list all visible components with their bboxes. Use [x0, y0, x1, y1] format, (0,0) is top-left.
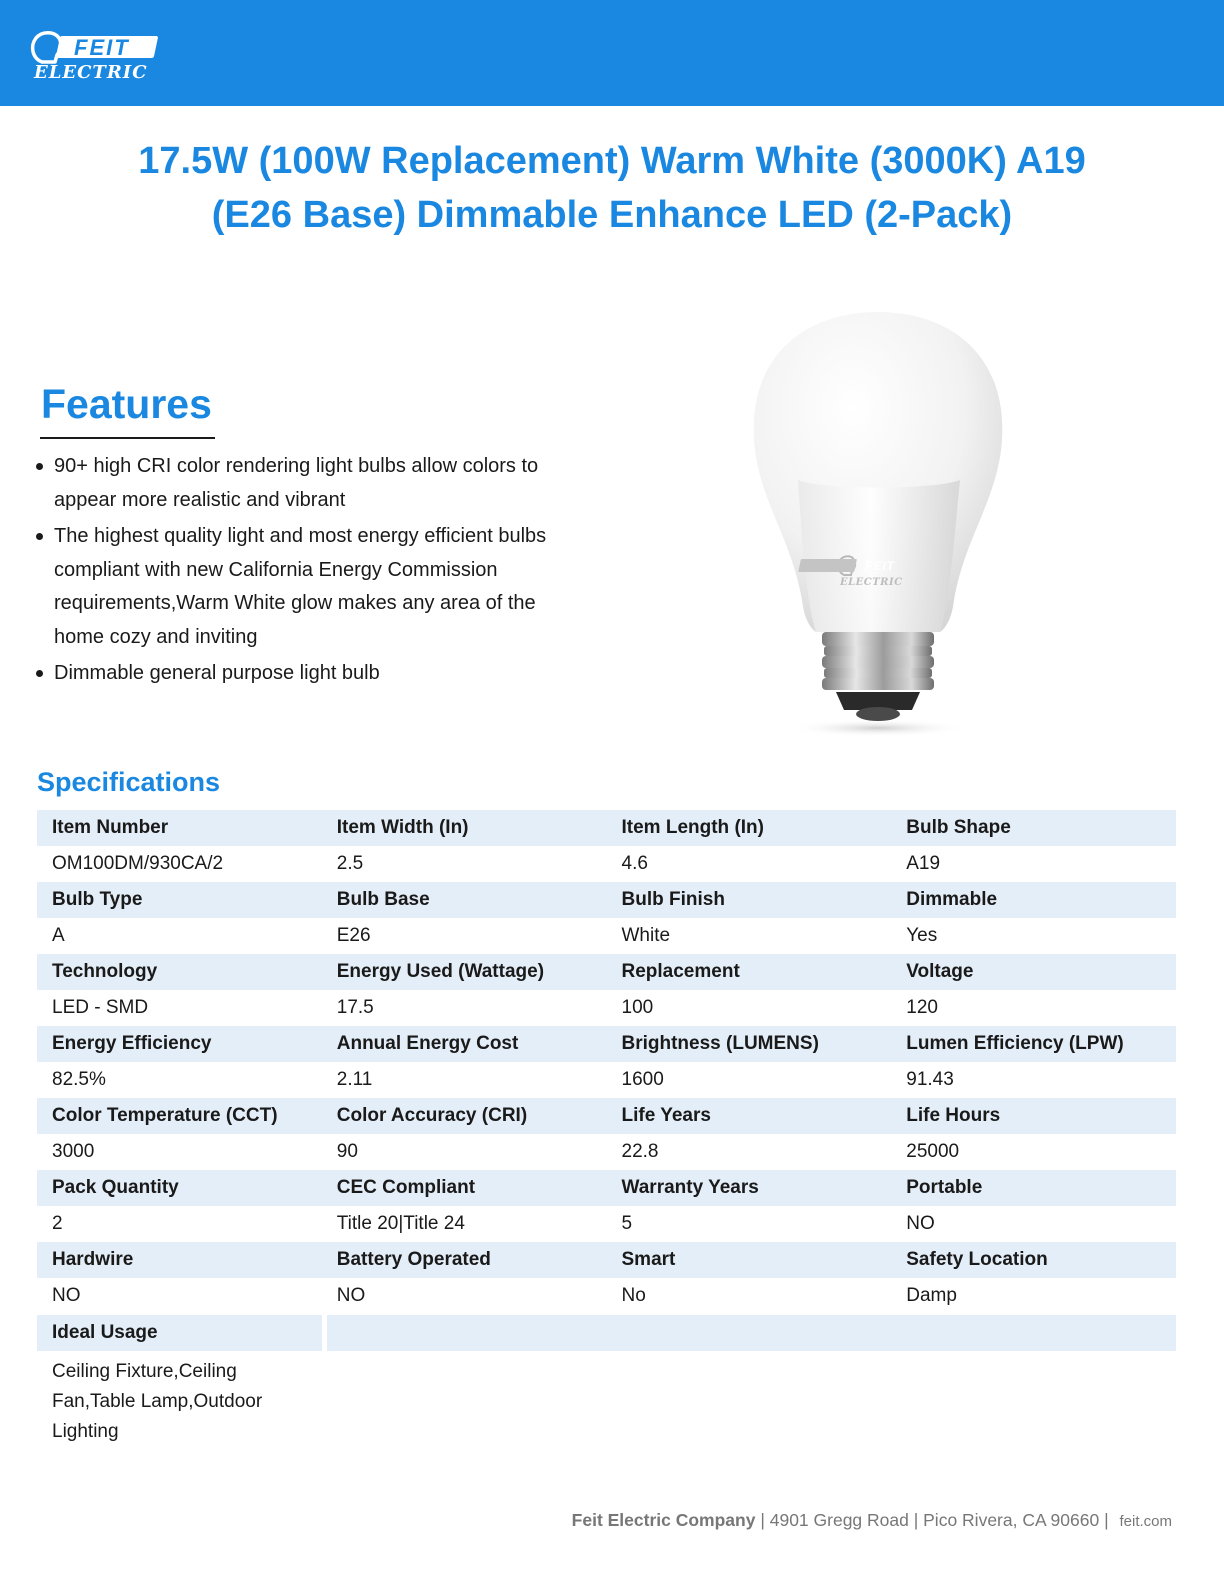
spec-value: 25000 [906, 1141, 960, 1162]
spec-label: Item Width (In) [336, 817, 469, 838]
spec-value: 22.8 [621, 1141, 659, 1162]
product-title-line-2: (E26 Base) Dimmable Enhance LED (2-Pack) [211, 194, 1013, 236]
spec-label: Lumen Efficiency (LPW) [906, 1033, 1124, 1054]
spec-value: 82.5% [52, 1069, 106, 1090]
product-title-line-1: 17.5W (100W Replacement) Warm White (3000K) A19 [138, 140, 1086, 182]
header-bar [0, 0, 1224, 106]
spec-value: 2.11 [336, 1069, 373, 1090]
spec-value-row [37, 1206, 1176, 1242]
spec-label: Smart [621, 1249, 676, 1270]
spec-value: E26 [336, 925, 371, 946]
features-divider [40, 437, 215, 439]
spec-label-row [37, 954, 1176, 990]
spec-value: 17.5 [336, 997, 374, 1018]
spec-value: 3000 [52, 1141, 95, 1162]
spec-label: Portable [906, 1177, 983, 1198]
spec-value-row [37, 1278, 1176, 1314]
spec-value: 90 [336, 1141, 358, 1162]
spec-value: 100 [621, 997, 654, 1018]
ideal-usage-label-row [37, 1315, 1176, 1351]
spec-label-row [37, 882, 1176, 918]
features-list [54, 450, 554, 694]
spec-label: Energy Used (Wattage) [336, 961, 545, 982]
spec-label-row [37, 1098, 1176, 1134]
ideal-usage-label-filler [327, 1315, 1176, 1351]
spec-value: Yes [906, 925, 938, 946]
spec-label: Color Temperature (CCT) [52, 1105, 278, 1126]
spec-label: Battery Operated [336, 1249, 491, 1270]
spec-value: White [621, 925, 671, 946]
spec-label: Replacement [621, 961, 740, 982]
spec-label: Color Accuracy (CRI) [336, 1105, 528, 1126]
spec-value: 2.5 [336, 853, 364, 874]
spec-value-row [37, 1134, 1176, 1170]
spec-label: Energy Efficiency [52, 1033, 212, 1054]
ideal-usage-value: Ceiling Fixture,Ceiling Fan,Table Lamp,Outdoor Lighting [52, 1361, 263, 1442]
spec-value: 120 [906, 997, 938, 1018]
spec-value: NO [336, 1285, 366, 1306]
spec-value: Title 20|Title 24 [336, 1213, 465, 1234]
spec-value-row [37, 918, 1176, 954]
spec-value: LED - SMD [52, 997, 149, 1018]
footer-company: Feit Electric Company [571, 1510, 756, 1530]
spec-value: NO [52, 1285, 81, 1306]
spec-value: NO [906, 1213, 935, 1234]
spec-label: Technology [52, 961, 158, 982]
spec-label: Life Hours [906, 1105, 1001, 1126]
spec-value-row [37, 1062, 1176, 1098]
spec-label: Safety Location [906, 1249, 1048, 1270]
spec-label: Bulb Finish [621, 889, 725, 910]
spec-value: 5 [621, 1213, 633, 1234]
spec-value: 4.6 [621, 853, 648, 874]
spec-label: CEC Compliant [336, 1177, 476, 1198]
spec-value-row [37, 846, 1176, 882]
specifications-heading: Specifications [37, 767, 221, 797]
feature-item: 90+ high CRI color rendering light bulbs allow colors to appear more realistic and vibrant [54, 450, 554, 517]
features-heading: Features [41, 381, 212, 427]
spec-label-row [37, 1242, 1176, 1278]
spec-label: Brightness (LUMENS) [621, 1033, 819, 1054]
spec-label: Hardwire [52, 1249, 134, 1270]
feature-item: Dimmable general purpose light bulb [54, 657, 554, 691]
spec-value: 1600 [621, 1069, 664, 1090]
footer-address: | 4901 Gregg Road | Pico Rivera, CA 90660 | [755, 1510, 1114, 1530]
spec-label: Bulb Base [336, 889, 430, 910]
footer [572, 1510, 1172, 1531]
spec-value: 2 [52, 1213, 63, 1234]
led-bulb-image [740, 300, 1020, 740]
spec-label-row [37, 810, 1176, 846]
svg-text:FEIT: FEIT [74, 35, 130, 60]
spec-label-row [37, 1026, 1176, 1062]
spec-value: A19 [906, 853, 941, 874]
spec-label: Item Number [52, 817, 169, 838]
feit-electric-logo [28, 28, 168, 84]
spec-value: Damp [906, 1285, 957, 1306]
spec-label: Voltage [906, 961, 974, 982]
spec-label: Pack Quantity [52, 1177, 179, 1198]
product-title [60, 134, 1164, 242]
spec-value: No [621, 1285, 646, 1306]
spec-label: Annual Energy Cost [336, 1033, 519, 1054]
spec-label: Life Years [621, 1105, 711, 1126]
item-number-link[interactable]: OM100DM/930CA/2 [52, 853, 224, 874]
spec-value-row [37, 990, 1176, 1026]
footer-website-link[interactable]: feit.com [1119, 1513, 1172, 1530]
spec-value: A [52, 925, 65, 946]
spec-label: Bulb Shape [906, 817, 1011, 838]
spec-label: Warranty Years [621, 1177, 759, 1198]
svg-text:ELECTRIC: ELECTRIC [34, 62, 148, 83]
specifications-table [37, 810, 1176, 1314]
ideal-usage-label: Ideal Usage [37, 1315, 322, 1351]
svg-text:FEIT: FEIT [865, 559, 895, 573]
spec-value: 91.43 [906, 1069, 954, 1090]
svg-text:ELECTRIC: ELECTRIC [840, 577, 903, 588]
spec-label: Item Length (In) [621, 817, 764, 838]
feature-item: The highest quality light and most energy efficient bulbs compliant with new California Energy Commission requirements,Warm White glow makes any area of the home cozy and inviting [54, 520, 554, 654]
spec-label: Bulb Type [52, 889, 143, 910]
spec-label-row [37, 1170, 1176, 1206]
spec-label: Dimmable [906, 889, 998, 910]
